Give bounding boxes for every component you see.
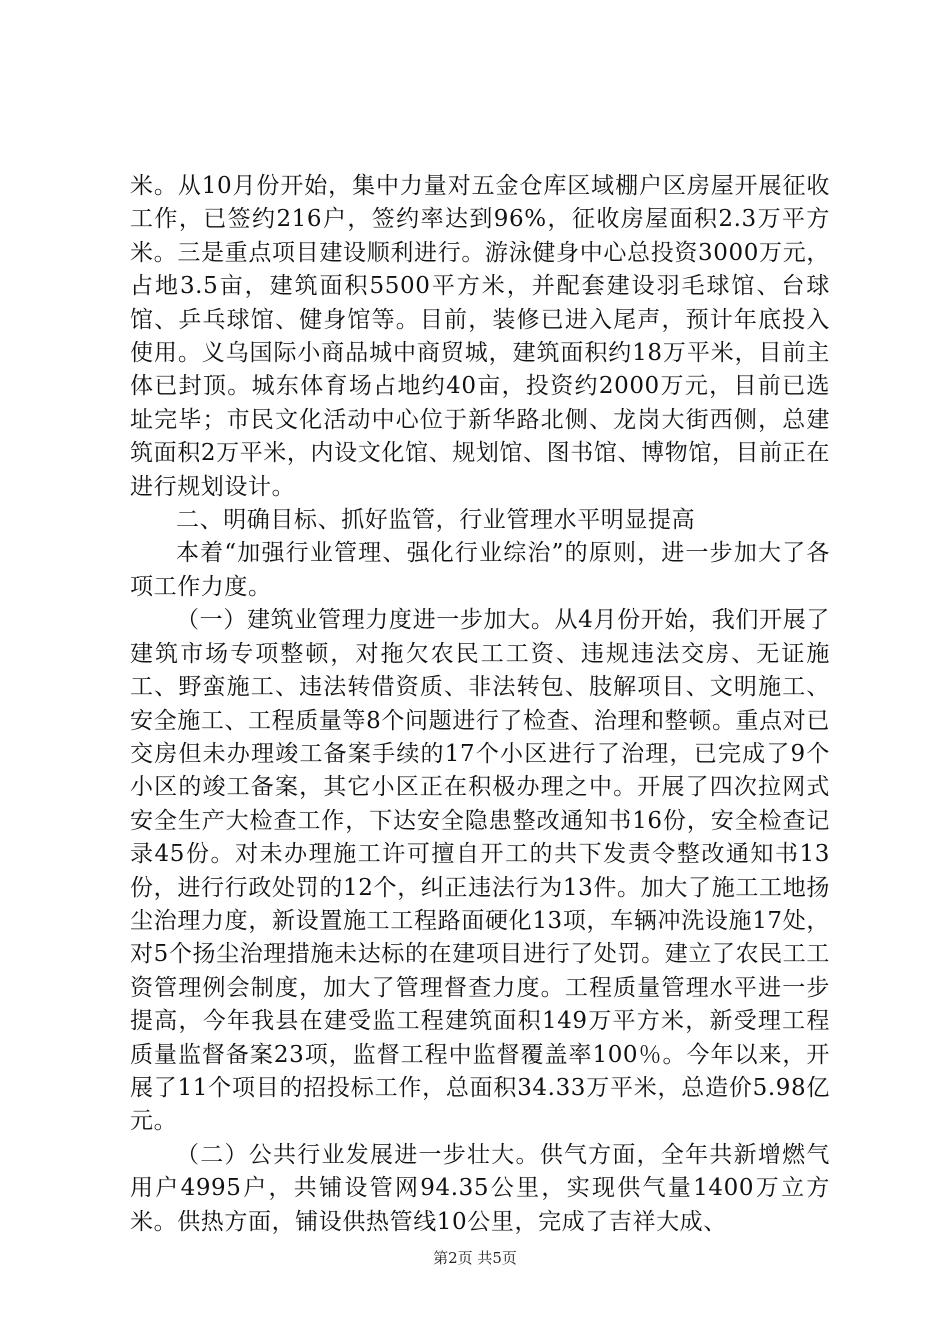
paragraph-projects-continued: 米。从10月份开始，集中力量对五金仓库区域棚户区房屋开展征收工作，已签约216户，签约率达到96%，征收房屋面积2.3万平方米。三是重点项目建设顺利进行。游泳健身中心总投资3000万元，占地3.5亩，建筑面积5500平方米，并配套建设羽毛球馆、台球馆、乒乓球馆、健身馆等。目前，装修已进入尾声，预计年底投入使用。义乌国际小商品城中商贸城，建筑面积约18万平米，目前主体已封顶。城东体育场占地约40亩，投资约2000万元，目前已选址完毕；市民文化活动中心位于新华路北侧、龙岗大街西侧，总建筑面积2万平米，内设文化馆、规划馆、图书馆、博物馆，目前正在进行规划设计。 <box>130 173 830 500</box>
paragraph-construction-management: （一）建筑业管理力度进一步加大。从4月份开始，我们开展了建筑市场专项整顿，对拖欠农民工工资、违规违法交房、无证施工、野蛮施工、违法转借资质、非法转包、肢解项目、文明施工、安全施工、工程质量等8个问题进行了检查、治理和整顿。重点对已交房但未办理竣工备案手续的17个小区进行了治理，已完成了9个小区的竣工备案，其它小区正在积极办理之中。开展了四次拉网式安全生产大检查工作，下达安全隐患整改通知书16份，安全检查记录45份。对未办理施工许可擅自开工的共下发责令整改通知书13份，进行行政处罚的12个，纠正违法行为13件。加大了施工工地扬尘治理力度，新设置施工工程路面硬化13项，车辆冲洗设施17处，对5个扬尘治理措施未达标的在建项目进行了处罚。建立了农民工工资管理例会制度，加大了管理督查力度。工程质量管理水平进一步提高，今年我县在建受监工程建筑面积149万平方米，新受理工程质量监督备案23项，监督工程中监督覆盖率100％。今年以来，开展了11个项目的招投标工作，总面积34.33万平米，总造价5.98亿元。 <box>130 607 830 1135</box>
document-body <box>130 170 830 1239</box>
section-heading-2: 二、明确目标、抓好监管，行业管理水平明显提高 <box>176 507 696 534</box>
paragraph-principle: 本着“加强行业管理、强化行业综治”的原则，进一步加大了各项工作力度。 <box>130 540 830 600</box>
paragraph-public-utilities: （二）公共行业发展进一步壮大。供气方面，全年共新增燃气用户4995户，共铺设管网94.35公里，实现供气量1400万立方米。供热方面，铺设供热管线10公里，完成了吉祥大成、 <box>130 1141 830 1235</box>
page-footer: 第2页 共5页 <box>433 1249 517 1267</box>
